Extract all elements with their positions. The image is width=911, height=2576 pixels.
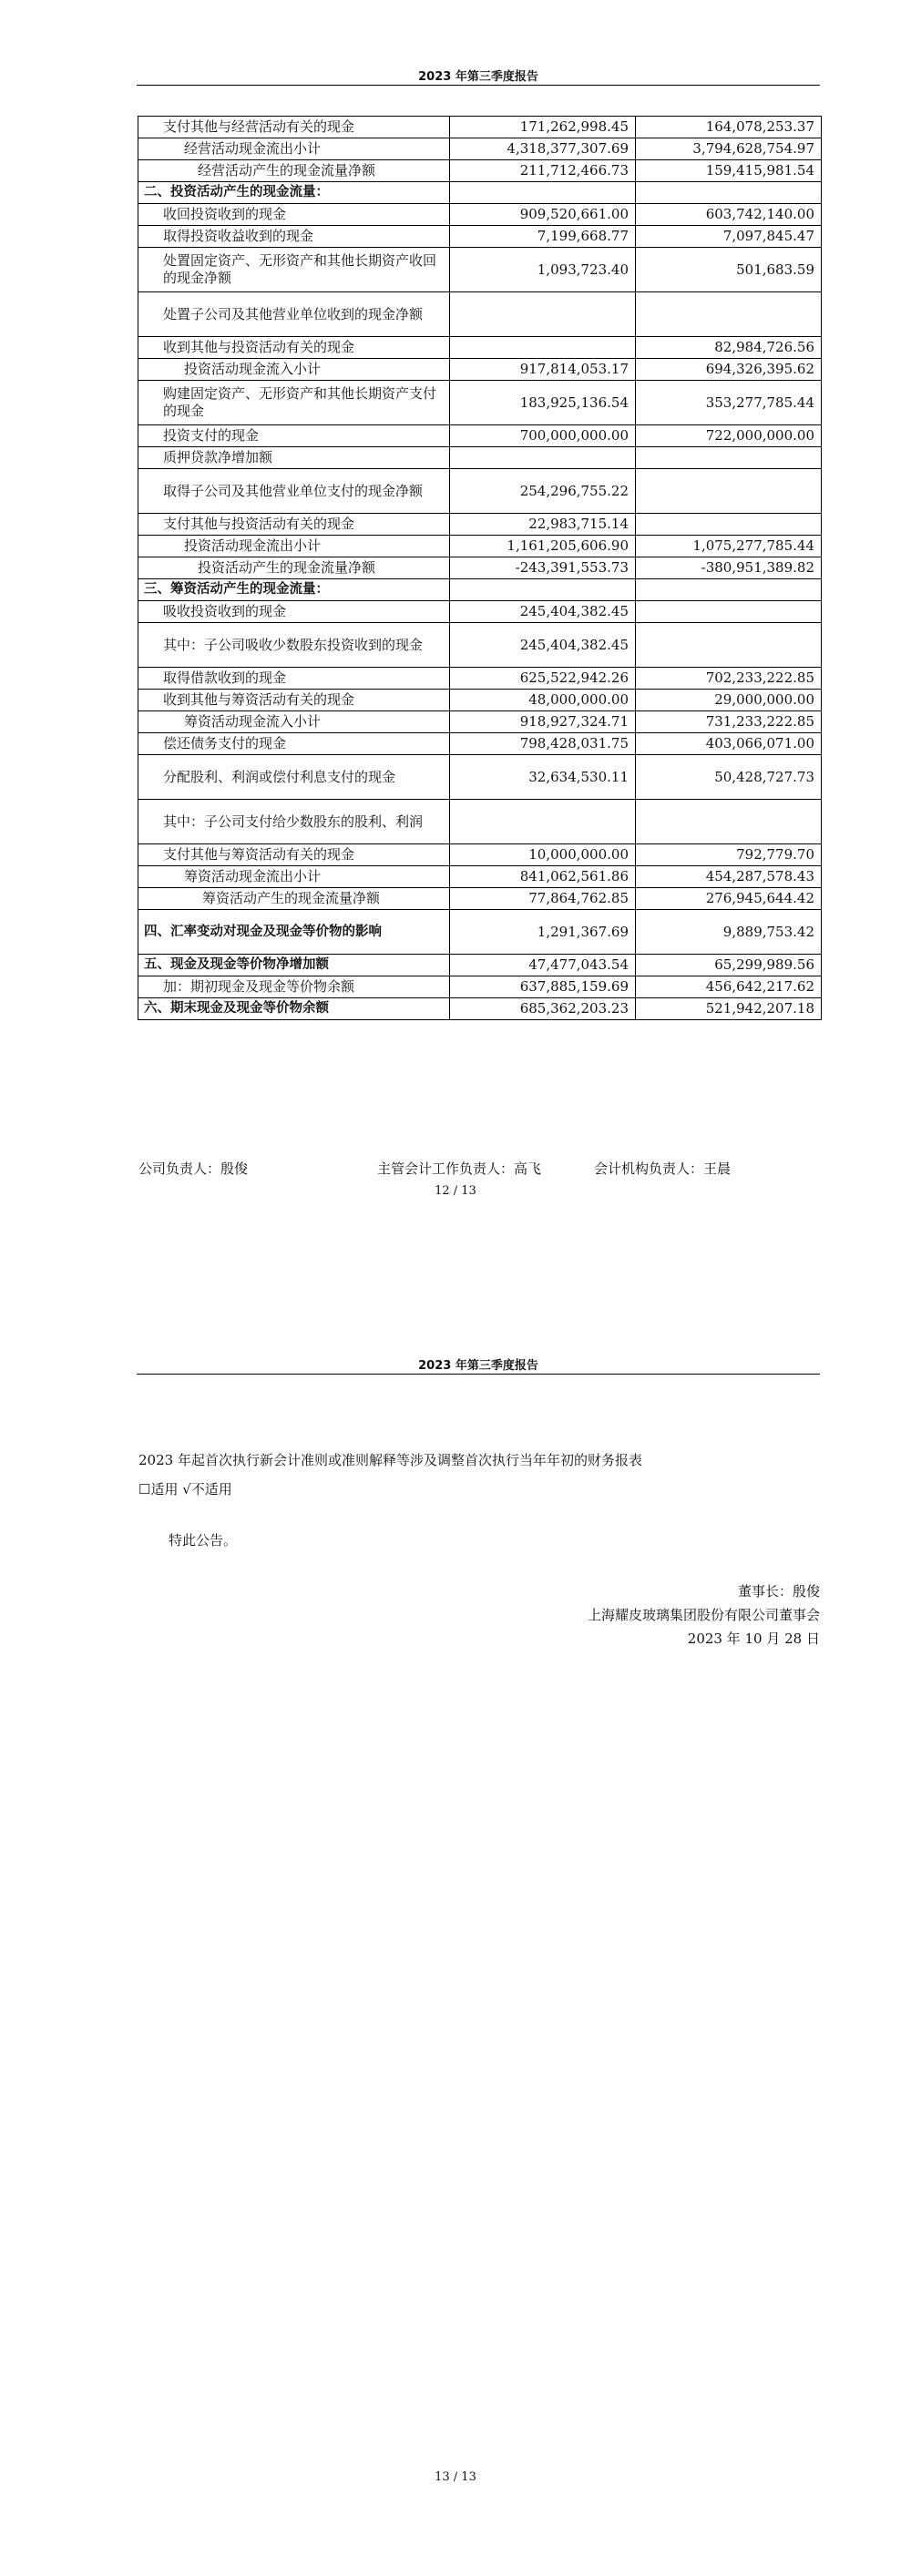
- table-row: [138, 755, 822, 800]
- row-label: 其中：子公司吸收少数股东投资收到的现金: [138, 623, 450, 668]
- row-label: 支付其他与投资活动有关的现金: [138, 514, 450, 536]
- row-label: 二、投资活动产生的现金流量：: [138, 182, 450, 204]
- page-number: 12 / 13: [435, 1184, 476, 1198]
- table-row: [138, 292, 822, 337]
- section-header-row: [138, 182, 822, 204]
- prior-period-value: 82,984,726.56: [636, 337, 822, 359]
- current-period-value: 685,362,203.23: [450, 998, 636, 1020]
- table-row: [138, 668, 822, 690]
- prior-period-value: [636, 447, 822, 469]
- current-period-value: [450, 292, 636, 337]
- prior-period-value: 159,415,981.54: [636, 160, 822, 182]
- accounting-head: 主管会计工作负责人：高飞: [377, 1160, 542, 1177]
- row-label: 取得借款收到的现金: [138, 668, 450, 690]
- row-label: 支付其他与筹资活动有关的现金: [138, 844, 450, 866]
- current-period-value: 798,428,031.75: [450, 733, 636, 755]
- prior-period-value: [636, 623, 822, 668]
- table-row: [138, 138, 822, 160]
- table-row: [138, 117, 822, 138]
- prior-period-value: -380,951,389.82: [636, 557, 822, 579]
- current-period-value: 625,522,942.26: [450, 668, 636, 690]
- row-label: 收到其他与筹资活动有关的现金: [138, 690, 450, 711]
- prior-period-value: 403,066,071.00: [636, 733, 822, 755]
- legal-representative: 公司负责人：殷俊: [138, 1160, 249, 1177]
- table-row: [138, 601, 822, 623]
- row-label: 质押贷款净增加额: [138, 447, 450, 469]
- table-row: [138, 536, 822, 557]
- prior-period-value: [636, 514, 822, 536]
- prior-period-value: 164,078,253.37: [636, 117, 822, 138]
- current-period-value: 77,864,762.85: [450, 888, 636, 910]
- prior-period-value: 731,233,222.85: [636, 711, 822, 733]
- prior-period-value: [636, 601, 822, 623]
- row-label: 取得投资收益收到的现金: [138, 226, 450, 248]
- current-period-value: -243,391,553.73: [450, 557, 636, 579]
- table-row: [138, 248, 822, 292]
- applicability-options: ☐适用 √不适用: [138, 1481, 232, 1498]
- table-row: [138, 866, 822, 888]
- table-row: [138, 514, 822, 536]
- table-row: [138, 888, 822, 910]
- prior-period-value: 1,075,277,785.44: [636, 536, 822, 557]
- announcement: 特此公告。: [169, 1532, 238, 1549]
- prior-period-value: 702,233,222.85: [636, 668, 822, 690]
- section-header-row: [138, 998, 822, 1020]
- current-period-value: [450, 447, 636, 469]
- prior-period-value: 722,000,000.00: [636, 425, 822, 447]
- prior-period-value: [636, 800, 822, 844]
- current-period-value: 1,291,367.69: [450, 910, 636, 955]
- prior-period-value: 694,326,395.62: [636, 359, 822, 381]
- row-label: 支付其他与经营活动有关的现金: [138, 117, 450, 138]
- board-name: 上海耀皮玻璃集团股份有限公司董事会: [587, 1607, 820, 1623]
- prior-period-value: 9,889,753.42: [636, 910, 822, 955]
- row-label: 处置子公司及其他营业单位收到的现金净额: [138, 292, 450, 337]
- current-period-value: 47,477,043.54: [450, 955, 636, 976]
- table-row: [138, 976, 822, 998]
- table-row: [138, 204, 822, 226]
- row-label: 三、筹资活动产生的现金流量：: [138, 579, 450, 601]
- row-label: 吸收投资收到的现金: [138, 601, 450, 623]
- table-row: [138, 711, 822, 733]
- table-row: [138, 160, 822, 182]
- chairman-signature: 董事长：殷俊: [737, 1583, 820, 1600]
- table-row: [138, 690, 822, 711]
- row-label: 投资活动现金流出小计: [138, 536, 450, 557]
- prior-period-value: 792,779.70: [636, 844, 822, 866]
- table-row: [138, 447, 822, 469]
- prior-period-value: [636, 579, 822, 601]
- current-period-value: 7,199,668.77: [450, 226, 636, 248]
- prior-period-value: 603,742,140.00: [636, 204, 822, 226]
- current-period-value: 909,520,661.00: [450, 204, 636, 226]
- current-period-value: 637,885,159.69: [450, 976, 636, 998]
- row-label: 投资支付的现金: [138, 425, 450, 447]
- row-label: 取得子公司及其他营业单位支付的现金净额: [138, 469, 450, 514]
- table-row: [138, 226, 822, 248]
- row-label: 投资活动现金流入小计: [138, 359, 450, 381]
- row-label: 收回投资收到的现金: [138, 204, 450, 226]
- row-label: 筹资活动产生的现金流量净额: [138, 888, 450, 910]
- prior-period-value: 456,642,217.62: [636, 976, 822, 998]
- current-period-value: 700,000,000.00: [450, 425, 636, 447]
- row-label: 购建固定资产、无形资产和其他长期资产支付的现金: [138, 381, 450, 425]
- current-period-value: 917,814,053.17: [450, 359, 636, 381]
- prior-period-value: 521,942,207.18: [636, 998, 822, 1020]
- table-row: [138, 469, 822, 514]
- current-period-value: 48,000,000.00: [450, 690, 636, 711]
- table-row: [138, 337, 822, 359]
- row-label: 投资活动产生的现金流量净额: [138, 557, 450, 579]
- row-label: 六、期末现金及现金等价物余额: [138, 998, 450, 1020]
- prior-period-value: 353,277,785.44: [636, 381, 822, 425]
- page-header: 2023 年第三季度报告: [418, 1359, 538, 1373]
- table-row: [138, 844, 822, 866]
- row-label: 经营活动现金流出小计: [138, 138, 450, 160]
- prior-period-value: [636, 292, 822, 337]
- accounting-org-head: 会计机构负责人：王晨: [594, 1160, 732, 1177]
- row-label: 收到其他与投资活动有关的现金: [138, 337, 450, 359]
- current-period-value: 10,000,000.00: [450, 844, 636, 866]
- current-period-value: 245,404,382.45: [450, 601, 636, 623]
- section-header-row: [138, 579, 822, 601]
- row-label: 筹资活动现金流入小计: [138, 711, 450, 733]
- prior-period-value: 501,683.59: [636, 248, 822, 292]
- current-period-value: 183,925,136.54: [450, 381, 636, 425]
- row-label: 筹资活动现金流出小计: [138, 866, 450, 888]
- prior-period-value: [636, 469, 822, 514]
- table-row: [138, 381, 822, 425]
- prior-period-value: 29,000,000.00: [636, 690, 822, 711]
- current-period-value: [450, 579, 636, 601]
- table-row: [138, 557, 822, 579]
- current-period-value: 32,634,530.11: [450, 755, 636, 800]
- table-row: [138, 359, 822, 381]
- row-label: 偿还债务支付的现金: [138, 733, 450, 755]
- prior-period-value: 454,287,578.43: [636, 866, 822, 888]
- row-label: 分配股利、利润或偿付利息支付的现金: [138, 755, 450, 800]
- current-period-value: [450, 182, 636, 204]
- current-period-value: 918,927,324.71: [450, 711, 636, 733]
- current-period-value: 1,161,205,606.90: [450, 536, 636, 557]
- policy-statement: 2023 年起首次执行新会计准则或准则解释等涉及调整首次执行当年年初的财务报表: [138, 1452, 642, 1468]
- row-label: 经营活动产生的现金流量净额: [138, 160, 450, 182]
- cash-flow-table: [138, 116, 822, 1020]
- row-label: 其中：子公司支付给少数股东的股利、利润: [138, 800, 450, 844]
- table-row: [138, 733, 822, 755]
- current-period-value: 841,062,561.86: [450, 866, 636, 888]
- table-row: [138, 623, 822, 668]
- announcement-date: 2023 年 10 月 28 日: [687, 1630, 820, 1647]
- section-header-row: [138, 910, 822, 955]
- page-header: 2023 年第三季度报告: [418, 70, 538, 84]
- header-rule: [137, 85, 820, 86]
- table-row: [138, 425, 822, 447]
- current-period-value: 211,712,466.73: [450, 160, 636, 182]
- current-period-value: 245,404,382.45: [450, 623, 636, 668]
- current-period-value: 4,318,377,307.69: [450, 138, 636, 160]
- row-label: 处置固定资产、无形资产和其他长期资产收回的现金净额: [138, 248, 450, 292]
- current-period-value: 1,093,723.40: [450, 248, 636, 292]
- current-period-value: 171,262,998.45: [450, 117, 636, 138]
- current-period-value: [450, 337, 636, 359]
- prior-period-value: [636, 182, 822, 204]
- prior-period-value: 65,299,989.56: [636, 955, 822, 976]
- current-period-value: 22,983,715.14: [450, 514, 636, 536]
- prior-period-value: 276,945,644.42: [636, 888, 822, 910]
- prior-period-value: 50,428,727.73: [636, 755, 822, 800]
- page-number: 13 / 13: [435, 2470, 476, 2484]
- table-row: [138, 800, 822, 844]
- row-label: 加：期初现金及现金等价物余额: [138, 976, 450, 998]
- row-label: 四、汇率变动对现金及现金等价物的影响: [138, 910, 450, 955]
- section-header-row: [138, 955, 822, 976]
- header-rule: [137, 1374, 820, 1375]
- prior-period-value: 3,794,628,754.97: [636, 138, 822, 160]
- row-label: 五、现金及现金等价物净增加额: [138, 955, 450, 976]
- current-period-value: [450, 800, 636, 844]
- prior-period-value: 7,097,845.47: [636, 226, 822, 248]
- current-period-value: 254,296,755.22: [450, 469, 636, 514]
